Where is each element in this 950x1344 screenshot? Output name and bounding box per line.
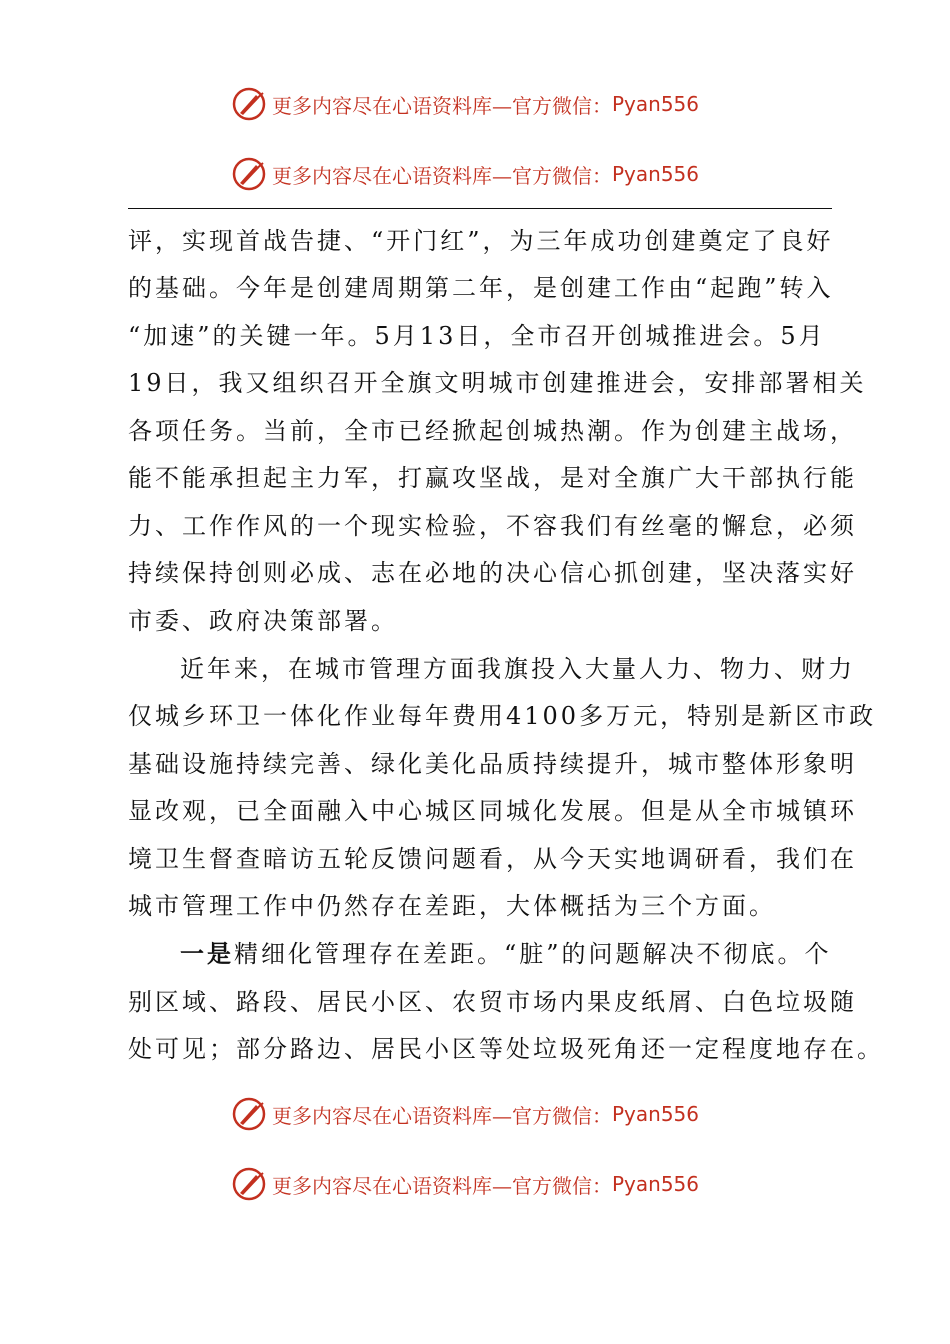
text-line: “加速”的关键一年。5月13日，全市召开创城推进会。5月 (128, 322, 826, 350)
watermark-id: Pyan556 (612, 1172, 700, 1196)
text-line: 境卫生督查暗访五轮反馈问题看，从今天实地调研看，我们在 (128, 845, 857, 873)
watermark-id: Pyan556 (612, 92, 700, 116)
quill-logo-icon (230, 155, 268, 193)
watermark-bottom-1 (230, 1094, 699, 1134)
watermark-id: Pyan556 (612, 1102, 700, 1126)
watermark-top-1 (230, 84, 699, 124)
text-line: 评，实现首战告捷、“开门红”，为三年成功创建奠定了良好 (128, 227, 834, 255)
text-line: 显改观，已全面融入中心城区同城化发展。但是从全市城镇环 (128, 797, 857, 825)
text-span: 精细化管理存在差距。“脏”的问题解决不彻底。个 (234, 940, 832, 968)
text-line (180, 939, 832, 969)
text-line: 持续保持创则必成、志在必地的决心信心抓创建，坚决落实好 (128, 559, 857, 587)
text-line: 近年来，在城市管理方面我旗投入大量人力、物力、财力 (180, 655, 855, 683)
watermark-top-2 (230, 154, 699, 194)
watermark-text: 更多内容尽在心语资料库—官方微信： (272, 163, 612, 188)
text-line: 基础设施持续完善、绿化美化品质持续提升，城市整体形象明 (128, 750, 857, 778)
text-line: 处可见；部分路边、居民小区等处垃圾死角还一定程度地存在。 (128, 1035, 884, 1063)
bold-lead: 一是 (180, 939, 234, 968)
text-line: 市委、政府决策部署。 (128, 607, 398, 635)
watermark-bottom-2 (230, 1164, 699, 1204)
watermark-id: Pyan556 (612, 162, 700, 186)
text-line: 的基础。今年是创建周期第二年，是创建工作由“起跑”转入 (128, 274, 834, 302)
text-line: 别区域、路段、居民小区、农贸市场内果皮纸屑、白色垃圾随 (128, 988, 857, 1016)
text-line: 各项任务。当前，全市已经掀起创城热潮。作为创建主战场， (128, 417, 857, 445)
quill-logo-icon (230, 85, 268, 123)
text-line: 城市管理工作中仍然存在差距，大体概括为三个方面。 (128, 892, 776, 920)
watermark-text: 更多内容尽在心语资料库—官方微信： (272, 93, 612, 118)
header-divider (128, 208, 832, 209)
quill-logo-icon (230, 1165, 268, 1203)
watermark-text: 更多内容尽在心语资料库—官方微信： (272, 1173, 612, 1198)
quill-logo-icon (230, 1095, 268, 1133)
text-line: 19日，我又组织召开全旗文明城市创建推进会，安排部署相关 (128, 369, 867, 397)
text-line: 能不能承担起主力军，打赢攻坚战，是对全旗广大干部执行能 (128, 464, 857, 492)
watermark-text: 更多内容尽在心语资料库—官方微信： (272, 1103, 612, 1128)
text-line: 力、工作作风的一个现实检验，不容我们有丝毫的懈怠，必须 (128, 512, 857, 540)
text-line: 仅城乡环卫一体化作业每年费用4100多万元，特别是新区市政 (128, 702, 877, 730)
